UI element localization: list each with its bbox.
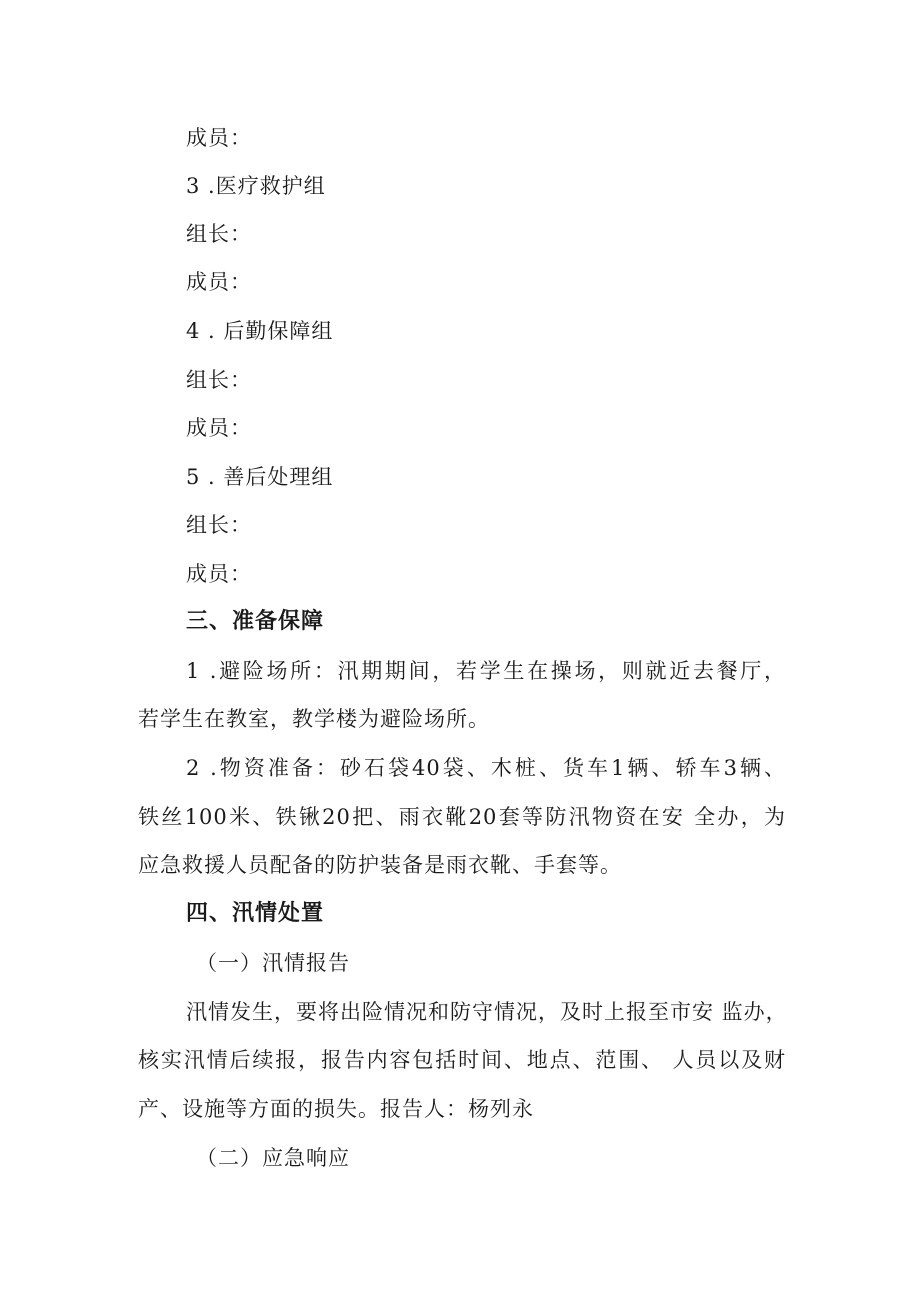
leader-line-5: 组长： <box>186 513 252 537</box>
leader-line-4: 组长： <box>186 368 252 392</box>
section-heading-flood-handling: 四、汛情处置 <box>186 901 325 926</box>
paragraph-shelter-line-2: 若学生在教室，教学楼为避险场所。 <box>138 707 490 731</box>
members-line-3: 成员： <box>186 270 252 294</box>
members-line-4: 成员： <box>186 416 252 440</box>
item-medical-rescue-group: 3 .医疗救护组 <box>186 174 326 198</box>
paragraph-report-line-2: 核实汛情后续报，报告内容包括时间、地点、范围、 人员以及财 <box>138 1048 786 1072</box>
members-line-2: 成员： <box>186 126 252 150</box>
paragraph-shelter-line-1: 1 .避险场所：汛期期间，若学生在操场，则就近去餐厅， <box>186 659 786 683</box>
item-aftermath-group: 5 . 善后处理组 <box>186 465 334 489</box>
members-line-5: 成员： <box>186 562 252 586</box>
paragraph-supplies-line-2: 铁丝100米、铁锹20把、雨衣靴20套等防汛物资在安 全办，为 <box>138 805 786 829</box>
section-heading-preparation: 三、准备保障 <box>186 609 325 634</box>
paragraph-report-line-3: 产、设施等方面的损失。报告人：杨列永 <box>138 1097 534 1121</box>
subsection-emergency-response: （二）应急响应 <box>196 1146 350 1170</box>
paragraph-supplies-line-3: 应急救援人员配备的防护装备是雨衣靴、手套等。 <box>138 853 622 877</box>
item-logistics-group: 4 . 后勤保障组 <box>186 319 334 343</box>
subsection-flood-report: （一）汛情报告 <box>196 951 350 975</box>
paragraph-report-line-1: 汛情发生，要将出险情况和防守情况，及时上报至市安 监办， <box>186 1000 788 1024</box>
leader-line-3: 组长： <box>186 222 252 246</box>
paragraph-supplies-line-1: 2 .物资准备：砂石袋40袋、木桩、货车1辆、轿车3辆、 <box>186 756 786 780</box>
